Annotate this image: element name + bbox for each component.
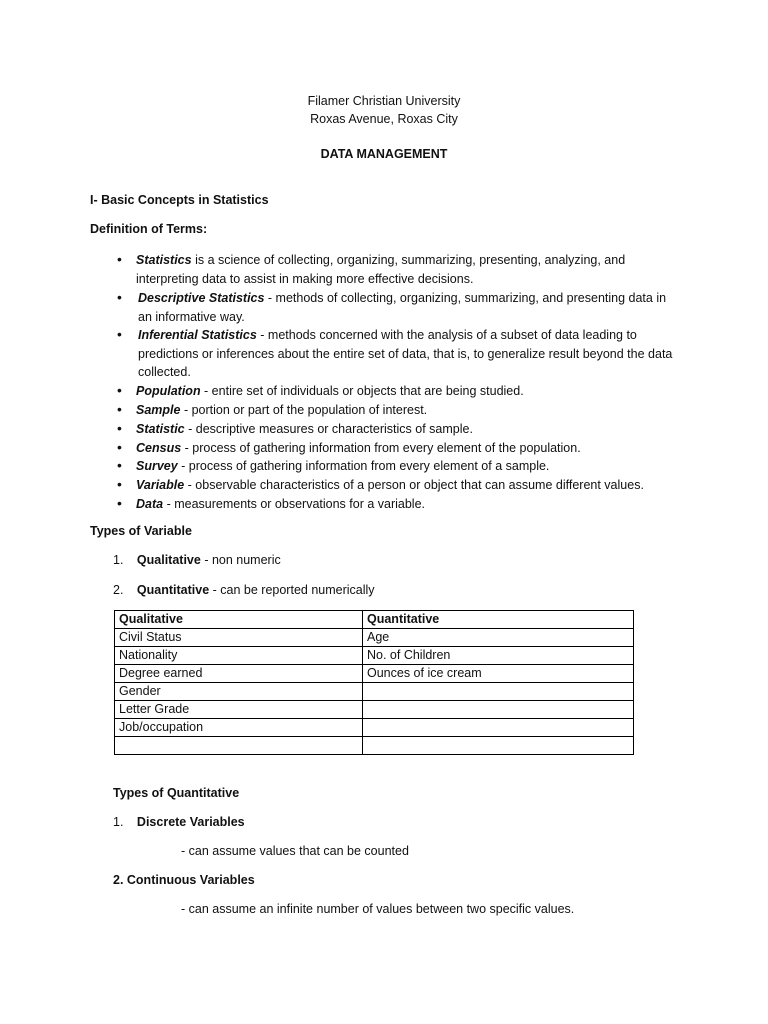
- bullet-icon: •: [117, 439, 122, 455]
- definition-item: Inferential Statistics - methods concerned with the analysis of a subset of data leading to predictions or inferences about the entire set of data, that is, to generalize result beyond the data collected.: [138, 328, 673, 379]
- discrete-variables-description: - can assume values that can be counted: [181, 844, 409, 858]
- types-of-quantitative-heading: Types of Quantitative: [113, 786, 240, 800]
- variable-type-item: 1. Qualitative - non numeric: [113, 553, 281, 567]
- table-header-cell: Qualitative: [115, 611, 363, 629]
- table-row: [115, 701, 634, 719]
- variable-type-item: 2. Quantitative - can be reported numerically: [113, 583, 375, 597]
- bullet-icon: •: [117, 401, 122, 417]
- definition-item: Variable - observable characteristics of a person or object that can assume different values.: [136, 478, 644, 492]
- document-title: DATA MANAGEMENT: [320, 147, 448, 161]
- bullet-icon: •: [117, 495, 122, 511]
- bullet-icon: •: [117, 476, 122, 492]
- definition-item: Statistic - descriptive measures or characteristics of sample.: [136, 422, 473, 436]
- bullet-icon: •: [117, 457, 122, 473]
- definition-item: Census - process of gathering information from every element of the population.: [136, 441, 581, 455]
- continuous-variables-heading: 2. Continuous Variables: [113, 873, 255, 887]
- table-cell: No. of Children: [363, 647, 634, 665]
- definitions-heading: Definition of Terms:: [90, 222, 208, 236]
- table-row: [115, 647, 634, 665]
- bullet-icon: •: [117, 420, 122, 436]
- types-of-variable-heading: Types of Variable: [90, 524, 192, 538]
- table-cell: [363, 719, 634, 737]
- definition-item: Sample - portion or part of the population of interest.: [136, 403, 428, 417]
- definition-item: Statistics is a science of collecting, organizing, summarizing, presenting, analyzing, and interpreting data to assist in making more effective decisions.: [136, 253, 626, 286]
- section-heading: I- Basic Concepts in Statistics: [90, 193, 269, 207]
- definition-item: Population - entire set of individuals or objects that are being studied.: [136, 384, 524, 398]
- table-row: [115, 629, 634, 647]
- bullet-icon: •: [117, 326, 122, 342]
- table-row: [115, 719, 634, 737]
- definition-item: Data - measurements or observations for a variable.: [136, 497, 426, 511]
- definition-item: Survey - process of gathering information from every element of a sample.: [136, 459, 550, 473]
- table-cell: Age: [363, 629, 634, 647]
- table-cell: Civil Status: [115, 629, 363, 647]
- table-cell: Job/occupation: [115, 719, 363, 737]
- table-header-row: [115, 611, 634, 629]
- table-cell: Letter Grade: [115, 701, 363, 719]
- table-row: [115, 737, 634, 755]
- table-cell: Nationality: [115, 647, 363, 665]
- university-name: Filamer Christian University: [307, 94, 461, 108]
- table-cell: [363, 701, 634, 719]
- bullet-icon: •: [117, 251, 122, 267]
- table-row: [115, 665, 634, 683]
- bullet-icon: •: [117, 382, 122, 398]
- table-cell: Ounces of ice cream: [363, 665, 634, 683]
- continuous-variables-description: - can assume an infinite number of values between two specific values.: [181, 902, 575, 916]
- variables-table: [114, 610, 634, 755]
- table-cell: [115, 737, 363, 755]
- table-cell: [363, 683, 634, 701]
- bullet-icon: •: [117, 289, 122, 305]
- table-row: [115, 683, 634, 701]
- definition-item: Descriptive Statistics - methods of collecting, organizing, summarizing, and presenting data in an informative way.: [138, 291, 667, 324]
- table-cell: Gender: [115, 683, 363, 701]
- table-header-cell: Quantitative: [363, 611, 634, 629]
- table-cell: Degree earned: [115, 665, 363, 683]
- discrete-variables-heading: 1. Discrete Variables: [113, 815, 245, 829]
- table-cell: [363, 737, 634, 755]
- university-address: Roxas Avenue, Roxas City: [310, 112, 458, 126]
